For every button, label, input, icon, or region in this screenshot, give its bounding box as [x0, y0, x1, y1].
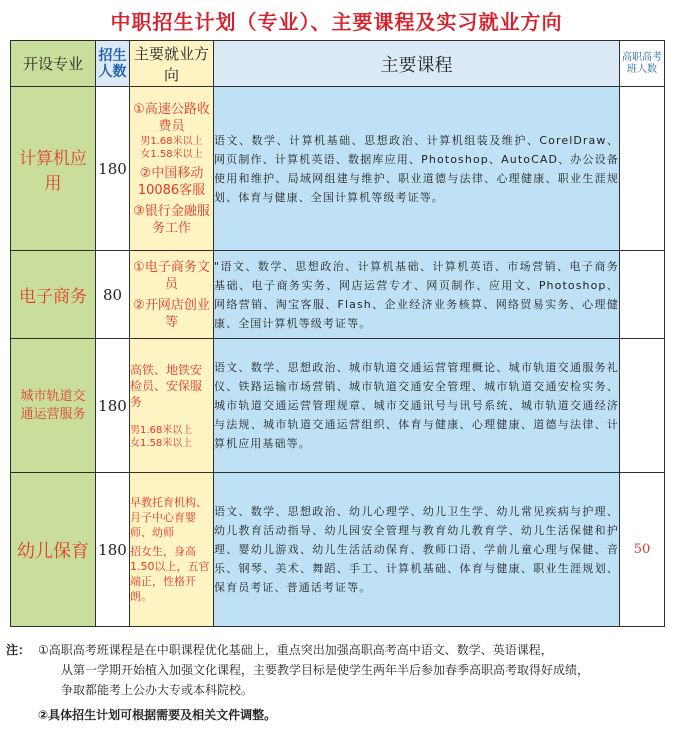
course-list: 语文、数学、思想政治、幼儿心理学、幼儿卫生学、幼儿常见疾病与护理、幼儿教育活动指导、幼儿园安全管理与教育幼儿教育学、幼儿生活保健和护理、婴幼儿游戏、幼儿生活活动保育、教师口语、学前儿童心理与保健、音乐、钢琴、美术、舞蹈、手工、计算机基础、体育与健康、职业生涯规划、保育员考证、普通话考证等。 [214, 473, 620, 627]
gaokao-count: 50 [620, 473, 665, 627]
table-row [11, 87, 665, 251]
course-list: 语文、数学、计算机基础、思想政治、计算机组装及维护、CorelDraw、网页制作、计算机英语、数据库应用、Photoshop、AutoCAD、办公设备使用和维护、局域网组建与维护、职业道德与法律、心理健康、职业生涯规划、体育与健康、全国计算机等级考证等。 [214, 87, 620, 251]
course-list: "语文、数学、思想政治、计算机基础、计算机英语、市场营销、电子商务基础、电子商务实务、网店运营专才、网页制作、应用文、Photoshop、网络营销、淘宝客服、Flash、企业经济业务核算、网络贸易实务、心理健康、全国计算机等级考证等。 [214, 251, 620, 339]
enroll-count: 180 [96, 339, 130, 473]
table-row [11, 473, 665, 627]
table-row [11, 251, 665, 339]
enroll-count: 180 [96, 87, 130, 251]
direction-item: ①高速公路收费员 [133, 101, 210, 134]
page-title: 中职招生计划（专业）、主要课程及实习就业方向 [110, 10, 563, 34]
note-1-cont: 从第一学期开始植入加强文化课程，主要教学目标是使学生两年半后参加春季高职高考取得好成绩， [61, 663, 590, 677]
major-name: 计算机应用 [11, 87, 96, 251]
note-1-cont: 争取都能考上公办大专或本科院校。 [61, 683, 254, 697]
direction-item: 招女生，身高1.50以上，五官端正，性格开朗。 [130, 545, 210, 603]
career-direction [130, 473, 214, 627]
direction-note: 男1.68米以上 [140, 135, 203, 147]
direction-note: 女1.58米以上 [140, 148, 203, 160]
major-name: 城市轨道交通运营服务 [11, 339, 96, 473]
direction-item: ②开网店创业等 [133, 297, 210, 330]
enroll-count: 180 [96, 473, 130, 627]
notes-label: 注： [6, 643, 31, 657]
direction-note: 女1.58米以上 [130, 437, 193, 449]
table-header-row [11, 41, 665, 87]
career-direction [130, 87, 214, 251]
header-enroll: 招生人数 [96, 41, 130, 87]
header-gaokao: 高职高考班人数 [620, 41, 665, 87]
note-2: ②具体招生计划可根据需要及相关文件调整。 [38, 708, 277, 722]
enrollment-plan-table [10, 40, 665, 627]
direction-item: ②中国移动10086客服 [137, 165, 206, 198]
career-direction [130, 251, 214, 339]
course-list: 语文、数学、思想政治、城市轨道交通运营管理概论、城市轨道交通服务礼仪、铁路运输市场营销、城市轨道交通安全管理、城市轨道交通安检实务、城市轨道交通运营管理规章、城市交通讯号与讯号系统、城市轨道交通经济与法规、城市轨道交通运营组织、体育与健康、心理健康、道德与法律、计算机应用基础等。 [214, 339, 620, 473]
header-courses: 主要课程 [214, 41, 620, 87]
direction-item: 早教托育机构、月子中心育婴师、幼师 [130, 496, 207, 539]
major-name: 电子商务 [11, 251, 96, 339]
career-direction [130, 339, 214, 473]
gaokao-count [620, 339, 665, 473]
footnotes [6, 640, 668, 725]
table-row [11, 339, 665, 473]
direction-item: ①电子商务文员 [133, 259, 210, 292]
header-direction: 主要就业方向 [130, 41, 214, 87]
note-1: ①高职高考班课程是在中职课程优化基础上，重点突出加强高职高考高中语文、数学、英语课程， [38, 643, 553, 657]
gaokao-count [620, 87, 665, 251]
direction-item: 高铁、地铁安检员、安保服务 [130, 362, 203, 409]
enroll-count: 80 [96, 251, 130, 339]
major-name: 幼儿保育 [11, 473, 96, 627]
direction-note: 男1.68米以上 [130, 424, 193, 436]
gaokao-count [620, 251, 665, 339]
header-major: 开设专业 [11, 41, 96, 87]
direction-item: ③银行金融服务工作 [133, 203, 210, 236]
